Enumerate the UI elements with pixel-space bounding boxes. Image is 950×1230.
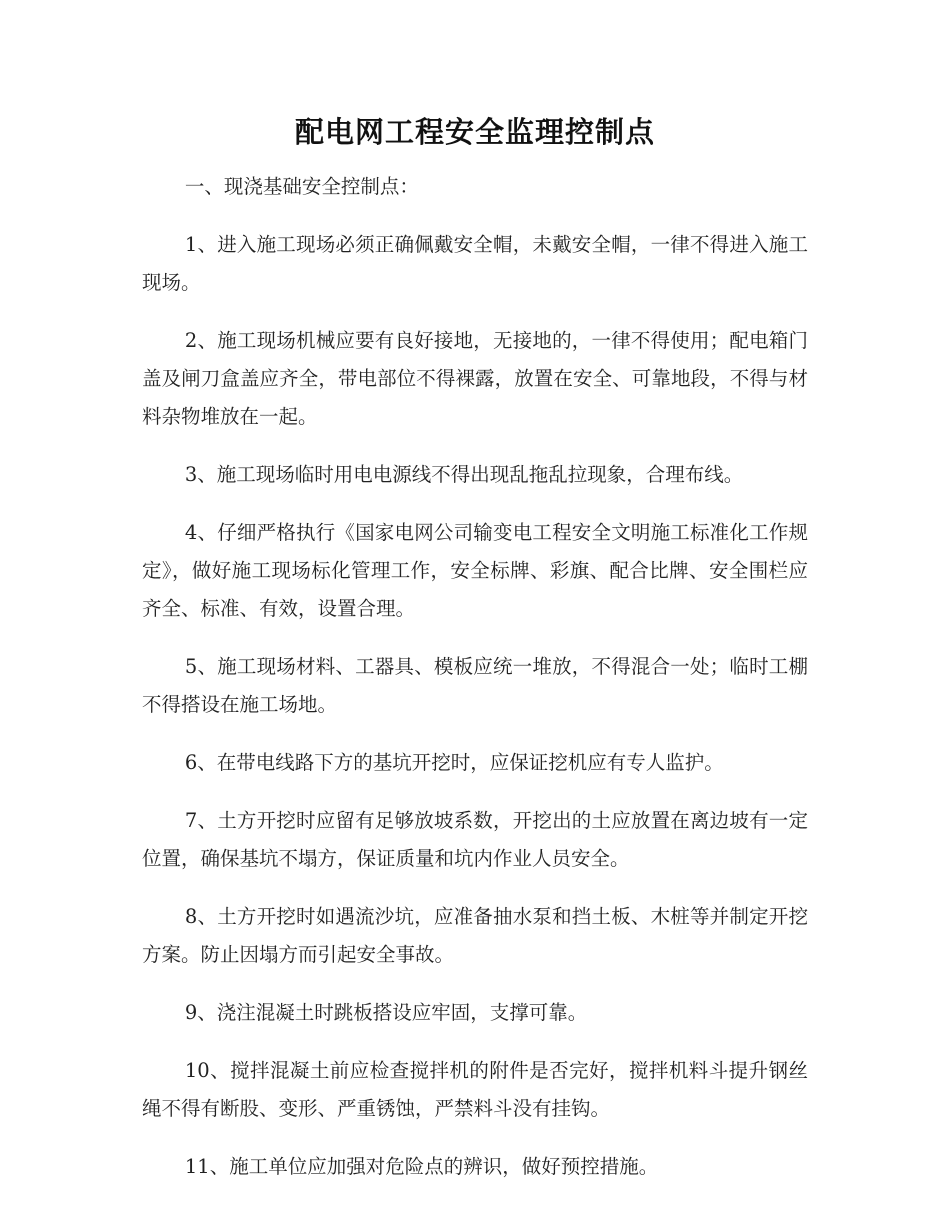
list-item: 11、施工单位应加强对危险点的辨识，做好预控措施。 <box>184 1155 659 1178</box>
list-item: 8、土方开挖时如遇流沙坑，应准备抽水泵和挡土板、木桩等并制定开挖方案。防止因塌方而引起安全事故。 <box>142 905 808 966</box>
section-heading: 一、现浇基础安全控制点： <box>184 175 419 198</box>
document-title: 配电网工程安全监理控制点 <box>294 115 655 149</box>
list-item: 5、施工现场材料、工器具、模板应统一堆放，不得混合一处；临时工棚不得搭设在施工场地。 <box>142 655 808 716</box>
list-item: 9、浇注混凝土时跳板搭设应牢固，支撑可靠。 <box>184 1001 588 1024</box>
list-item: 1、进入施工现场必须正确佩戴安全帽，未戴安全帽，一律不得进入施工现场。 <box>142 233 808 294</box>
document-body <box>142 168 808 1206</box>
list-item: 7、土方开挖时应留有足够放坡系数，开挖出的土应放置在离边坡有一定位置，确保基坑不塌方，保证质量和坑内作业人员安全。 <box>142 809 808 870</box>
list-item: 6、在带电线路下方的基坑开挖时，应保证挖机应有专人监护。 <box>184 751 724 774</box>
list-item: 4、仔细严格执行《国家电网公司输变电工程安全文明施工标准化工作规定》，做好施工现场标化管理工作，安全标牌、彩旗、配合比牌、安全围栏应齐全、标准、有效，设置合理。 <box>142 521 808 620</box>
list-item: 3、施工现场临时用电电源线不得出现乱拖乱拉现象，合理布线。 <box>184 463 744 486</box>
list-item: 10、搅拌混凝土前应检查搅拌机的附件是否完好，搅拌机料斗提升钢丝绳不得有断股、变形、严重锈蚀，严禁料斗没有挂钩。 <box>142 1059 808 1120</box>
list-item: 2、施工现场机械应要有良好接地，无接地的，一律不得使用；配电箱门盖及闸刀盒盖应齐全，带电部位不得裸露，放置在安全、可靠地段，不得与材料杂物堆放在一起。 <box>142 329 808 428</box>
